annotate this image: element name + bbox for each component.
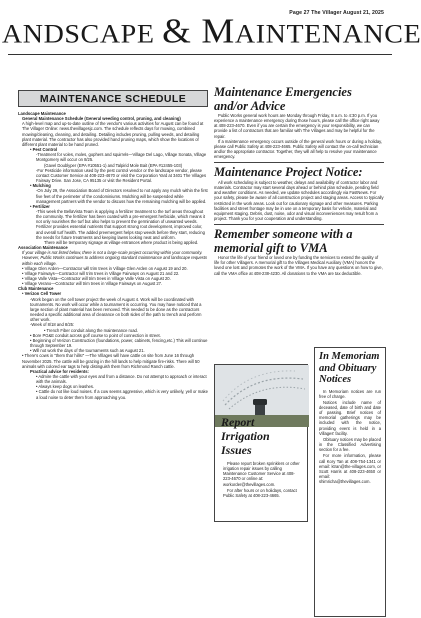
memorial-gift-paragraph: Honor the life of your friend or loved one by funding the services to extend the quality of life for other Villagers. A memorial gift to the Villages Medical Auxiliary (VMA) honors the loved one lost and promotes the work of the VMA. If you have any questions on how to give, call the VMA office at 408-238-4230. All donations to the VMA are tax deductible. xyxy=(214,255,383,276)
maintenance-schedule-banner: MAINTENANCE SCHEDULE xyxy=(18,90,208,107)
schedule-line: Landscape Maintenance xyxy=(18,111,66,116)
schedule-line: • Pest Control xyxy=(30,147,58,153)
irrigation-paragraph-2: For after hours or on holidays, contact Public Safety at 408-223-4665. xyxy=(223,487,297,498)
irrigation-paragraph-1: Please report broken sprinklers or other irrigation repair issues by calling Maintenance Customer Service at 408-223-4670 or online at: workorder@thevillages.com. xyxy=(223,461,300,487)
irrigation-body xyxy=(223,461,301,499)
project-notice-heading: Maintenance Project Notice: xyxy=(214,165,363,180)
schedule-line: Club Maintenance xyxy=(18,286,54,292)
schedule-line: -On July 29, the Association Board of Directors resolved to not apply any mulch within the first five feet of the perimeter of the condominiums. Mulching will be suspended while management partners with the vendor to discuss how the remaining mulching will be applied. xyxy=(36,188,208,204)
schedule-line: • Village Glen Arden—Contractor will trim trees in Village Glen Arden on August 19 and 20. xyxy=(22,265,188,271)
memoriam-paragraph-4: For more information, please call Kory Tan at 408-754-1341 or email: ktran@the-villages.com, or Scott Harris at 408-223-4650 or email: shimricha@thevillages.com. xyxy=(319,453,381,485)
schedule-line: -Treatment for voles, moles, gophers and squirrels—Village Del Lago, Village Sonata, Village Montgomery will occur on 8/25. xyxy=(36,152,207,163)
memorial-gift-heading: Remember someone with a memorial gift to VMA xyxy=(214,227,353,255)
schedule-line: There will be temporary signage at village entrances where product is being applied. xyxy=(44,239,199,245)
irrigation-heading-line-1: Report xyxy=(221,415,255,429)
memoriam-paragraph-1: In Memoriam notices are run free of charge. xyxy=(319,388,381,399)
divider xyxy=(214,224,384,225)
irrigation-heading-line-2: Irrigation xyxy=(221,429,270,443)
irrigation-heading xyxy=(221,415,270,457)
schedule-line: • Village Verano—Contractor will trim trees in Village Fairways on August 27. xyxy=(22,281,163,287)
schedule-line: A high-level map and up-to-date outline of the vendor's various activities for August can be found at The Villager Online: news.thevillagesjc.com. The schedule reflects days for mowing, combined mowing/cleaning, cleaning, and detailing. Detailing includes pruning, pulling weeds, and detailing plant material. The contractor has also provided hand pruning maps, which show the locations of different plant material to be hand pruned. xyxy=(22,121,204,147)
schedule-line: • Trench Fiber conduit along the maintenance road. xyxy=(44,327,138,333)
schedule-line: Association Maintenance xyxy=(18,245,68,251)
schedule-line: -Work began on the cell tower project the week of August 4. Work will be coordinated with tournaments. No work will occur while a tournament is occurring. You may have noticed that a large section of plant material has been removed. This needed to be done as the contractors needed a specific additional area of clearance on both sides of the path to trench and perform other work. xyxy=(30,296,202,323)
schedule-line: • Bore PG&E conduit across golf course to point of connection in street. xyxy=(30,332,161,338)
emergencies-heading: Maintenance Emergencies and/or Advice xyxy=(214,85,352,113)
memoriam-heading: In Memoriam and Obituary Notices xyxy=(319,351,380,385)
divider xyxy=(214,162,384,163)
schedule-line: • There's cows in "them thar hills!" —The Villages will have cattle on site from June 16 through November 2025. The cattle will be grazing in the hill lands to help mitigate fire-risks. There will 50 animals with colored ear tags to help distinguish them from Richmond Ranch cattle. xyxy=(22,353,200,369)
section-title xyxy=(0,14,421,53)
schedule-line: • Will not work the days of the tournaments such as August 21. xyxy=(30,348,145,354)
schedule-line: Practical advice for residents: xyxy=(30,368,89,374)
schedule-line: -Week of 8/18 and 8/25: xyxy=(30,322,75,328)
schedule-line: • Always keep dogs on leashes. xyxy=(36,384,95,390)
title-rest-1: ANDSCAPE xyxy=(1,19,163,50)
title-rest-2: AINTENANCE xyxy=(234,19,421,50)
schedule-line: • Admire the cattle with your eyes and from a distance. Do not attempt to approach or interact with the animals. xyxy=(36,373,207,385)
memoriam-paragraph-3: Obituary notices may be placed in the Classified Advertising section for a fee. xyxy=(319,436,381,453)
schedule-line: General Maintenance Schedule (General weeding control, pruning, and cleaning) xyxy=(22,116,181,122)
schedule-line: • Fertilizer xyxy=(30,203,50,209)
irrigation-box xyxy=(214,364,308,522)
schedule-line: • Village Valle Vista—Contractor will trim trees in Village Valle Vista on August 20. xyxy=(22,276,171,281)
page-header: Page 27 The Villager August 21, 2025 xyxy=(289,10,384,16)
memoriam-paragraph-2: Notices include name of deceased, date of birth and date of passing. Brief notices of memorial gatherings may be included with the notice, providing event is held in a Villages' facility. xyxy=(319,399,381,436)
schedule-line: (Gavel Doublyper (EPA #10551-1) and Talpirid Mole Bait (EPA #12455-103) xyxy=(44,162,183,168)
title-cap-m: M xyxy=(201,12,235,52)
schedule-line: • Cattle do not like loud noises. If a cow seems aggressive, which is very unlikely, yell or make a loud noise to deter them from approaching you. xyxy=(36,389,208,400)
schedule-line: • Beginning of Verizon Construction (foundations, power, cabinets, fencing,etc.) This will continue through September 19. xyxy=(30,337,208,349)
schedule-line: • Mulching xyxy=(30,183,51,189)
emergencies-paragraph-1: Public Works general work hours are Monday through Friday, 8 a.m. to 4:30 p.m. If you experience a maintenance emergency during those hours, please call the office right away at 408-223-4670. Even if you are certain the emergency is your responsibility, we can provide a list of contractors that are familiar with The Villages and may be helpful for the repair. xyxy=(214,113,380,139)
right-column xyxy=(214,86,384,276)
maintenance-schedule-body xyxy=(18,111,208,400)
schedule-line: If your village is not listed below, there is not a large-scale project occurring within your community. However, Public Works continues to address ongoing standard maintenance and landscape requests within each village. xyxy=(22,250,208,266)
project-notice-paragraph: All work scheduling is subject to weather, delays and availability of contractor labor and materials. Contractor may start several days ahead or behind plan schedule, pending field and weather conditions. As needed, we update schedules accordingly via FastNews. For your safety, please be aware of all construction project and staging areas. Access to typically restricted in the work areas. Look out for cautionary signage and other measures. Parking facilities and street frontage may be in use on a temporary basis for vehicle, material and equipment staging. Debris, dust, noise, odor and visual inconveniences may result from a project. Thank you for your cooperation and understanding. xyxy=(214,179,384,221)
emergencies-paragraph-2: If a maintenance emergency occurs outside of the general work hours or during a holiday, please call Public Safety at 408-223-4665. Public Safety will contact the on-call technician and/or the appropriate contractor. Together, they will all help to resolve your maintenance emergency. xyxy=(214,138,383,160)
irrigation-heading-line-3: Issues xyxy=(221,443,252,457)
schedule-line: -For Pesticide information used by the pest control vendor or the landscape vendor, please contact Customer Service at 408-223-4670 or visit the Corporation Yard at 3401 The Villages Fairway Drive. San Jose, CA 95135 or visit the Resident Portal. xyxy=(36,167,207,184)
schedule-line: • Village Fairways—Contractor will trim trees in Village Fairways on August 21 and 22. xyxy=(22,270,180,276)
schedule-line: -This week the BellaVista Team is applying a fertilizer treatment to the turf areas throughout the community. The fertilizer has been coated with a pre-emergent herbicide, which means it not only nourishes the turf but also helps to prevent the germination of unwanted weeds. Fertilizer provides essential nutrients that support strong root development, improved color, and overall turf health. The added preemergent helps stop weeds before they start, reducing the needs for future treatments and keeping lawns looking neat and uniform. xyxy=(36,208,206,240)
memoriam-box xyxy=(314,347,386,617)
schedule-line: • Verizon Cell Tower xyxy=(22,291,62,297)
title-amp: & xyxy=(162,12,202,52)
